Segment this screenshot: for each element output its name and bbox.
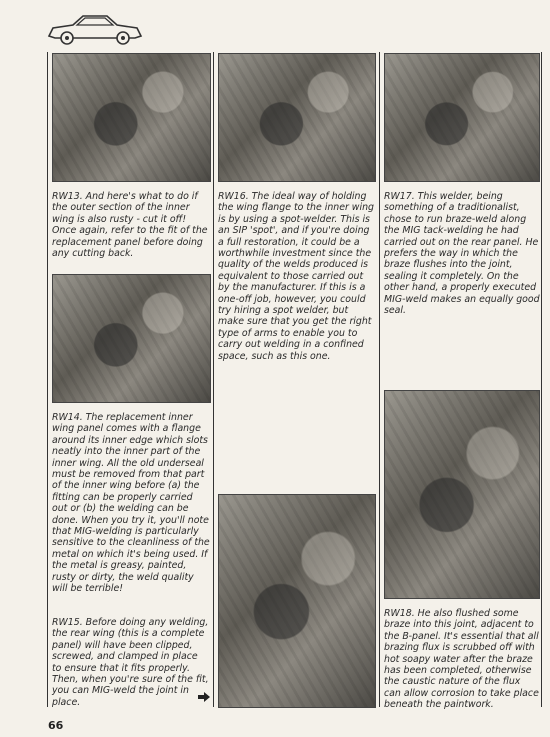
- column-rule-mid-2: [379, 52, 380, 707]
- car-silhouette-icon: [45, 8, 145, 48]
- photo-rw18: [384, 390, 540, 599]
- column-rule-mid-1: [213, 52, 214, 707]
- photo-rw15-closeup: [218, 494, 376, 708]
- photo-rw16: [218, 53, 376, 182]
- page-number: 66: [48, 719, 64, 732]
- photo-rw13: [52, 53, 211, 182]
- caption-rw18: RW18. He also flushed some braze into this joint, adjacent to the B-panel. It's essential that all brazing flux is scrubbed off with hot soapy water after the braze has been completed, otherwise the caustic nature of the flux can allow corrosion to take place beneath the paintwork.: [384, 608, 539, 711]
- column-rule-left: [47, 52, 48, 707]
- photo-rw17: [384, 53, 540, 182]
- caption-rw15: RW15. Before doing any welding, the rear wing (this is a complete panel) will have been clipped, screwed, and clamped in place to ensure that it fits properly. Then, when you're sure of the fit, you can MIG-weld the joint in place.: [52, 617, 209, 708]
- caption-rw14: RW14. The replacement inner wing panel comes with a flange around its inner edge which slots neatly into the inner part of the inner wing. All the old underseal must be removed from that part of the inner wing before (a) the fitting can be properly carried out or (b) the welding can be done. When you try it, you'll note that MIG-welding is particularly sensitive to the cleanliness of the metal on which it's being used. If the metal is greasy, painted, rusty or dirty, the weld quality will be terrible!: [52, 412, 210, 595]
- caption-rw16: RW16. The ideal way of holding the wing flange to the inner wing is by using a spot-welder. This is an SIP 'spot', and if you're doing a full restoration, it could be a worthwhile investment since the quality of the welds produced is equivalent to those carried out by the manufacturer. If this is a one-off job, however, you could try hiring a spot welder, but make sure that you get the right type of arms to enable you to carry out welding in a confined space, such as this one.: [218, 191, 374, 362]
- caption-rw13: RW13. And here's what to do if the outer section of the inner wing is also rusty - cut it off! Once again, refer to the fit of the replacement panel before doing any cutting back.: [52, 191, 208, 260]
- arrow-right-icon: [198, 692, 210, 702]
- photo-rw14: [52, 274, 211, 403]
- caption-rw17: RW17. This welder, being something of a traditionalist, chose to run braze-weld along the MIG tack-welding he had carried out on the rear panel. He prefers the way in which the braze flushes into the joint, sealing it completely. On the other hand, a properly executed MIG-weld makes an equally good seal.: [384, 191, 540, 317]
- column-rule-right: [541, 52, 542, 707]
